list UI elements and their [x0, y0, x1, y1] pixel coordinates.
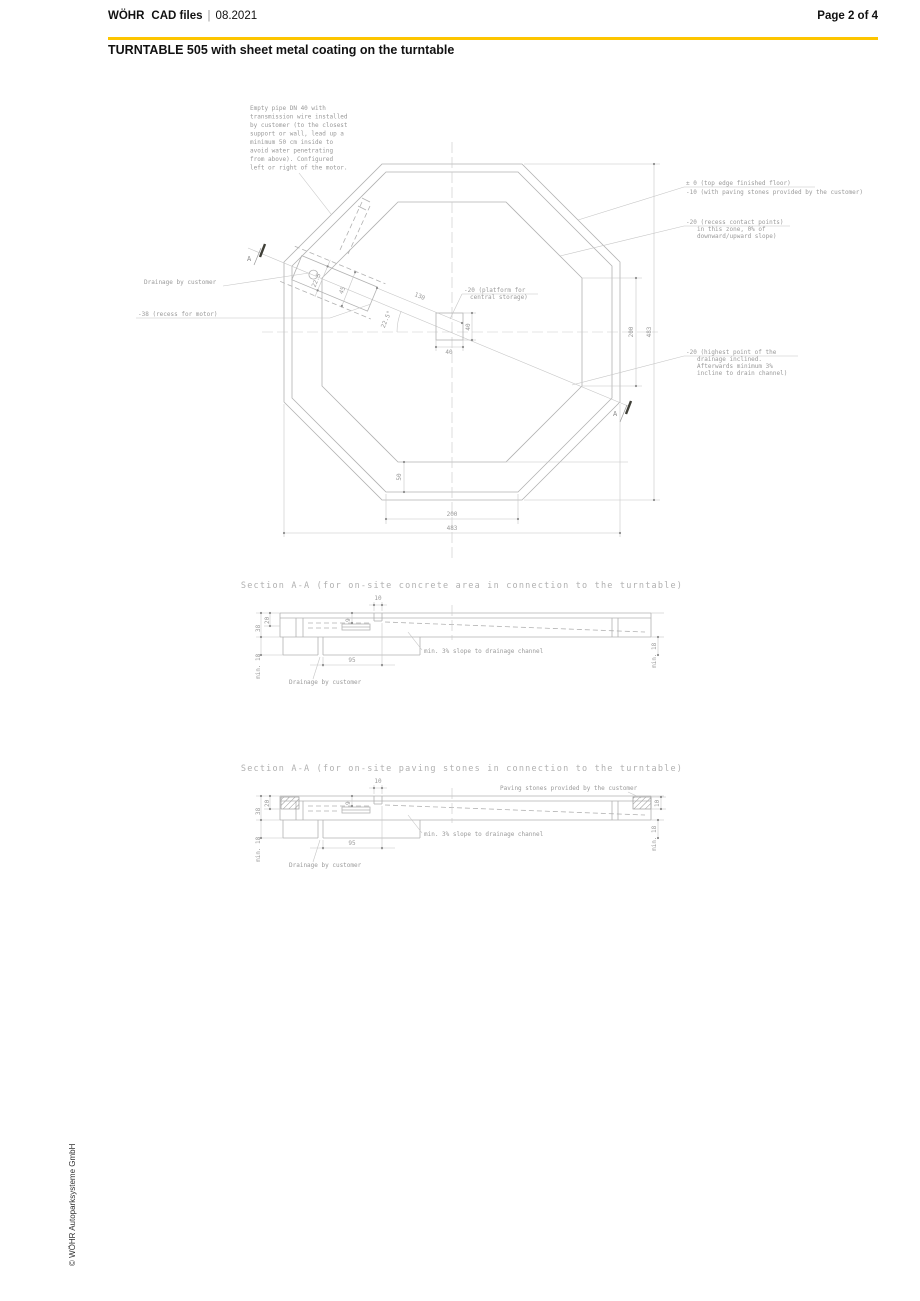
dim-platform-width: 40 — [445, 349, 453, 356]
drainage-note: Drainage by customer — [289, 679, 362, 686]
dim-channel-length: 130 — [413, 291, 426, 302]
dim-gap: 10 — [374, 595, 382, 602]
dim-foundation-left: min. 18 — [255, 836, 262, 862]
dim-depth-plate: 9 — [345, 618, 352, 622]
copyright-notice: © WÖHR Autoparksysteme GmbH — [68, 1143, 77, 1266]
dim-foundation-right: min. 18 — [651, 825, 658, 851]
highest-point-note: -20 (highest point of the — [686, 349, 777, 356]
dim-depth-contact: 20 — [264, 616, 271, 624]
dim-depth-motor: 38 — [255, 624, 262, 632]
drainage-note: Drainage by customer — [289, 862, 362, 869]
svg-text:by customer (to the closest: by customer (to the closest — [250, 122, 348, 129]
level-minus10-note: -10 (with paving stones provided by the customer) — [686, 189, 864, 196]
brand-name: WÖHR — [108, 10, 145, 22]
header-separator: | — [207, 10, 211, 22]
dim-paving-height: 10 — [654, 799, 661, 807]
svg-text:left or right of the motor.: left or right of the motor. — [250, 164, 348, 172]
svg-text:from above). Configured: from above). Configured — [250, 156, 334, 163]
dim-angle: 22.5° — [379, 309, 394, 330]
section-paving-labels — [255, 778, 661, 869]
section-marker-label: A — [613, 410, 618, 418]
svg-text:avoid water penetrating: avoid water penetrating — [250, 147, 334, 155]
dim-overall-bottom: 483 — [446, 525, 458, 532]
dim-bottom-offset: 50 — [396, 473, 403, 481]
section-paving — [241, 764, 683, 869]
recess-contact-note: -20 (recess contact points) — [686, 219, 784, 226]
svg-text:Afterwards minimum 3%: Afterwards minimum 3% — [697, 363, 773, 370]
plan-view — [136, 105, 863, 560]
platform-note: -20 (platform for — [464, 287, 526, 294]
dim-depth-plate: 9 — [345, 801, 352, 805]
svg-text:minimum 50 cm inside to: minimum 50 cm inside to — [250, 139, 334, 146]
dim-channel-width: 22.5 — [310, 272, 323, 289]
dim-foundation-left: min. 18 — [255, 653, 262, 679]
slope-note: min. 3% slope to drainage channel — [424, 648, 544, 655]
page-number: Page 2 of 4 — [817, 10, 878, 22]
dim-drain-width: 95 — [348, 657, 356, 664]
paving-stone-left — [281, 797, 299, 809]
svg-text:incline to drain channel): incline to drain channel) — [697, 370, 788, 377]
dim-overall-right: 483 — [646, 326, 653, 338]
plan-annotations — [138, 105, 863, 377]
paving-stone-right — [633, 797, 651, 809]
dim-edge-bottom: 200 — [446, 511, 458, 518]
empty-pipe-note: Empty pipe DN 40 with — [250, 105, 326, 112]
svg-text:in this zone, 0% of: in this zone, 0% of — [697, 226, 766, 233]
slope-note: min. 3% slope to drainage channel — [424, 831, 544, 838]
section-concrete-heading: Section A-A (for on-site concrete area in connection to the turntable) — [240, 581, 684, 591]
dim-gap: 10 — [374, 778, 382, 785]
dim-recess-width: 45 — [337, 285, 348, 296]
dim-platform-height: 40 — [465, 323, 472, 331]
svg-text:support or wall, lead up a: support or wall, lead up a — [250, 130, 344, 138]
section-marker-label: A — [247, 255, 252, 263]
svg-text:downward/upward slope): downward/upward slope) — [697, 233, 777, 240]
section-marker-a-bottom — [613, 401, 631, 422]
svg-text:transmission wire installed: transmission wire installed — [250, 113, 348, 121]
dim-edge-right: 200 — [628, 326, 635, 338]
paving-note: Paving stones provided by the customer — [500, 785, 638, 792]
section-paving-heading: Section A-A (for on-site paving stones in connection to the turntable) — [240, 764, 684, 774]
svg-text:central storage): central storage) — [470, 294, 528, 301]
document-name: CAD files — [151, 10, 203, 22]
dim-drain-width: 95 — [348, 840, 356, 847]
document-date: 08.2021 — [215, 10, 258, 22]
plan-dimensions — [311, 272, 653, 532]
dim-depth-motor: 38 — [255, 807, 262, 815]
svg-text:drainage inclined.: drainage inclined. — [697, 356, 763, 363]
drainage-note: Drainage by customer — [144, 279, 217, 286]
section-concrete — [241, 581, 683, 686]
recess-motor-note: -38 (recess for motor) — [138, 311, 218, 318]
dim-foundation-right: min. 18 — [651, 642, 658, 668]
level-zero-note: ± 0 (top edge finished floor) — [686, 180, 791, 187]
page-title: TURNTABLE 505 with sheet metal coating on the turntable — [108, 43, 455, 57]
section-concrete-labels — [255, 595, 658, 686]
dim-depth-contact: 20 — [264, 799, 271, 807]
section-marker-a-top — [247, 244, 265, 265]
